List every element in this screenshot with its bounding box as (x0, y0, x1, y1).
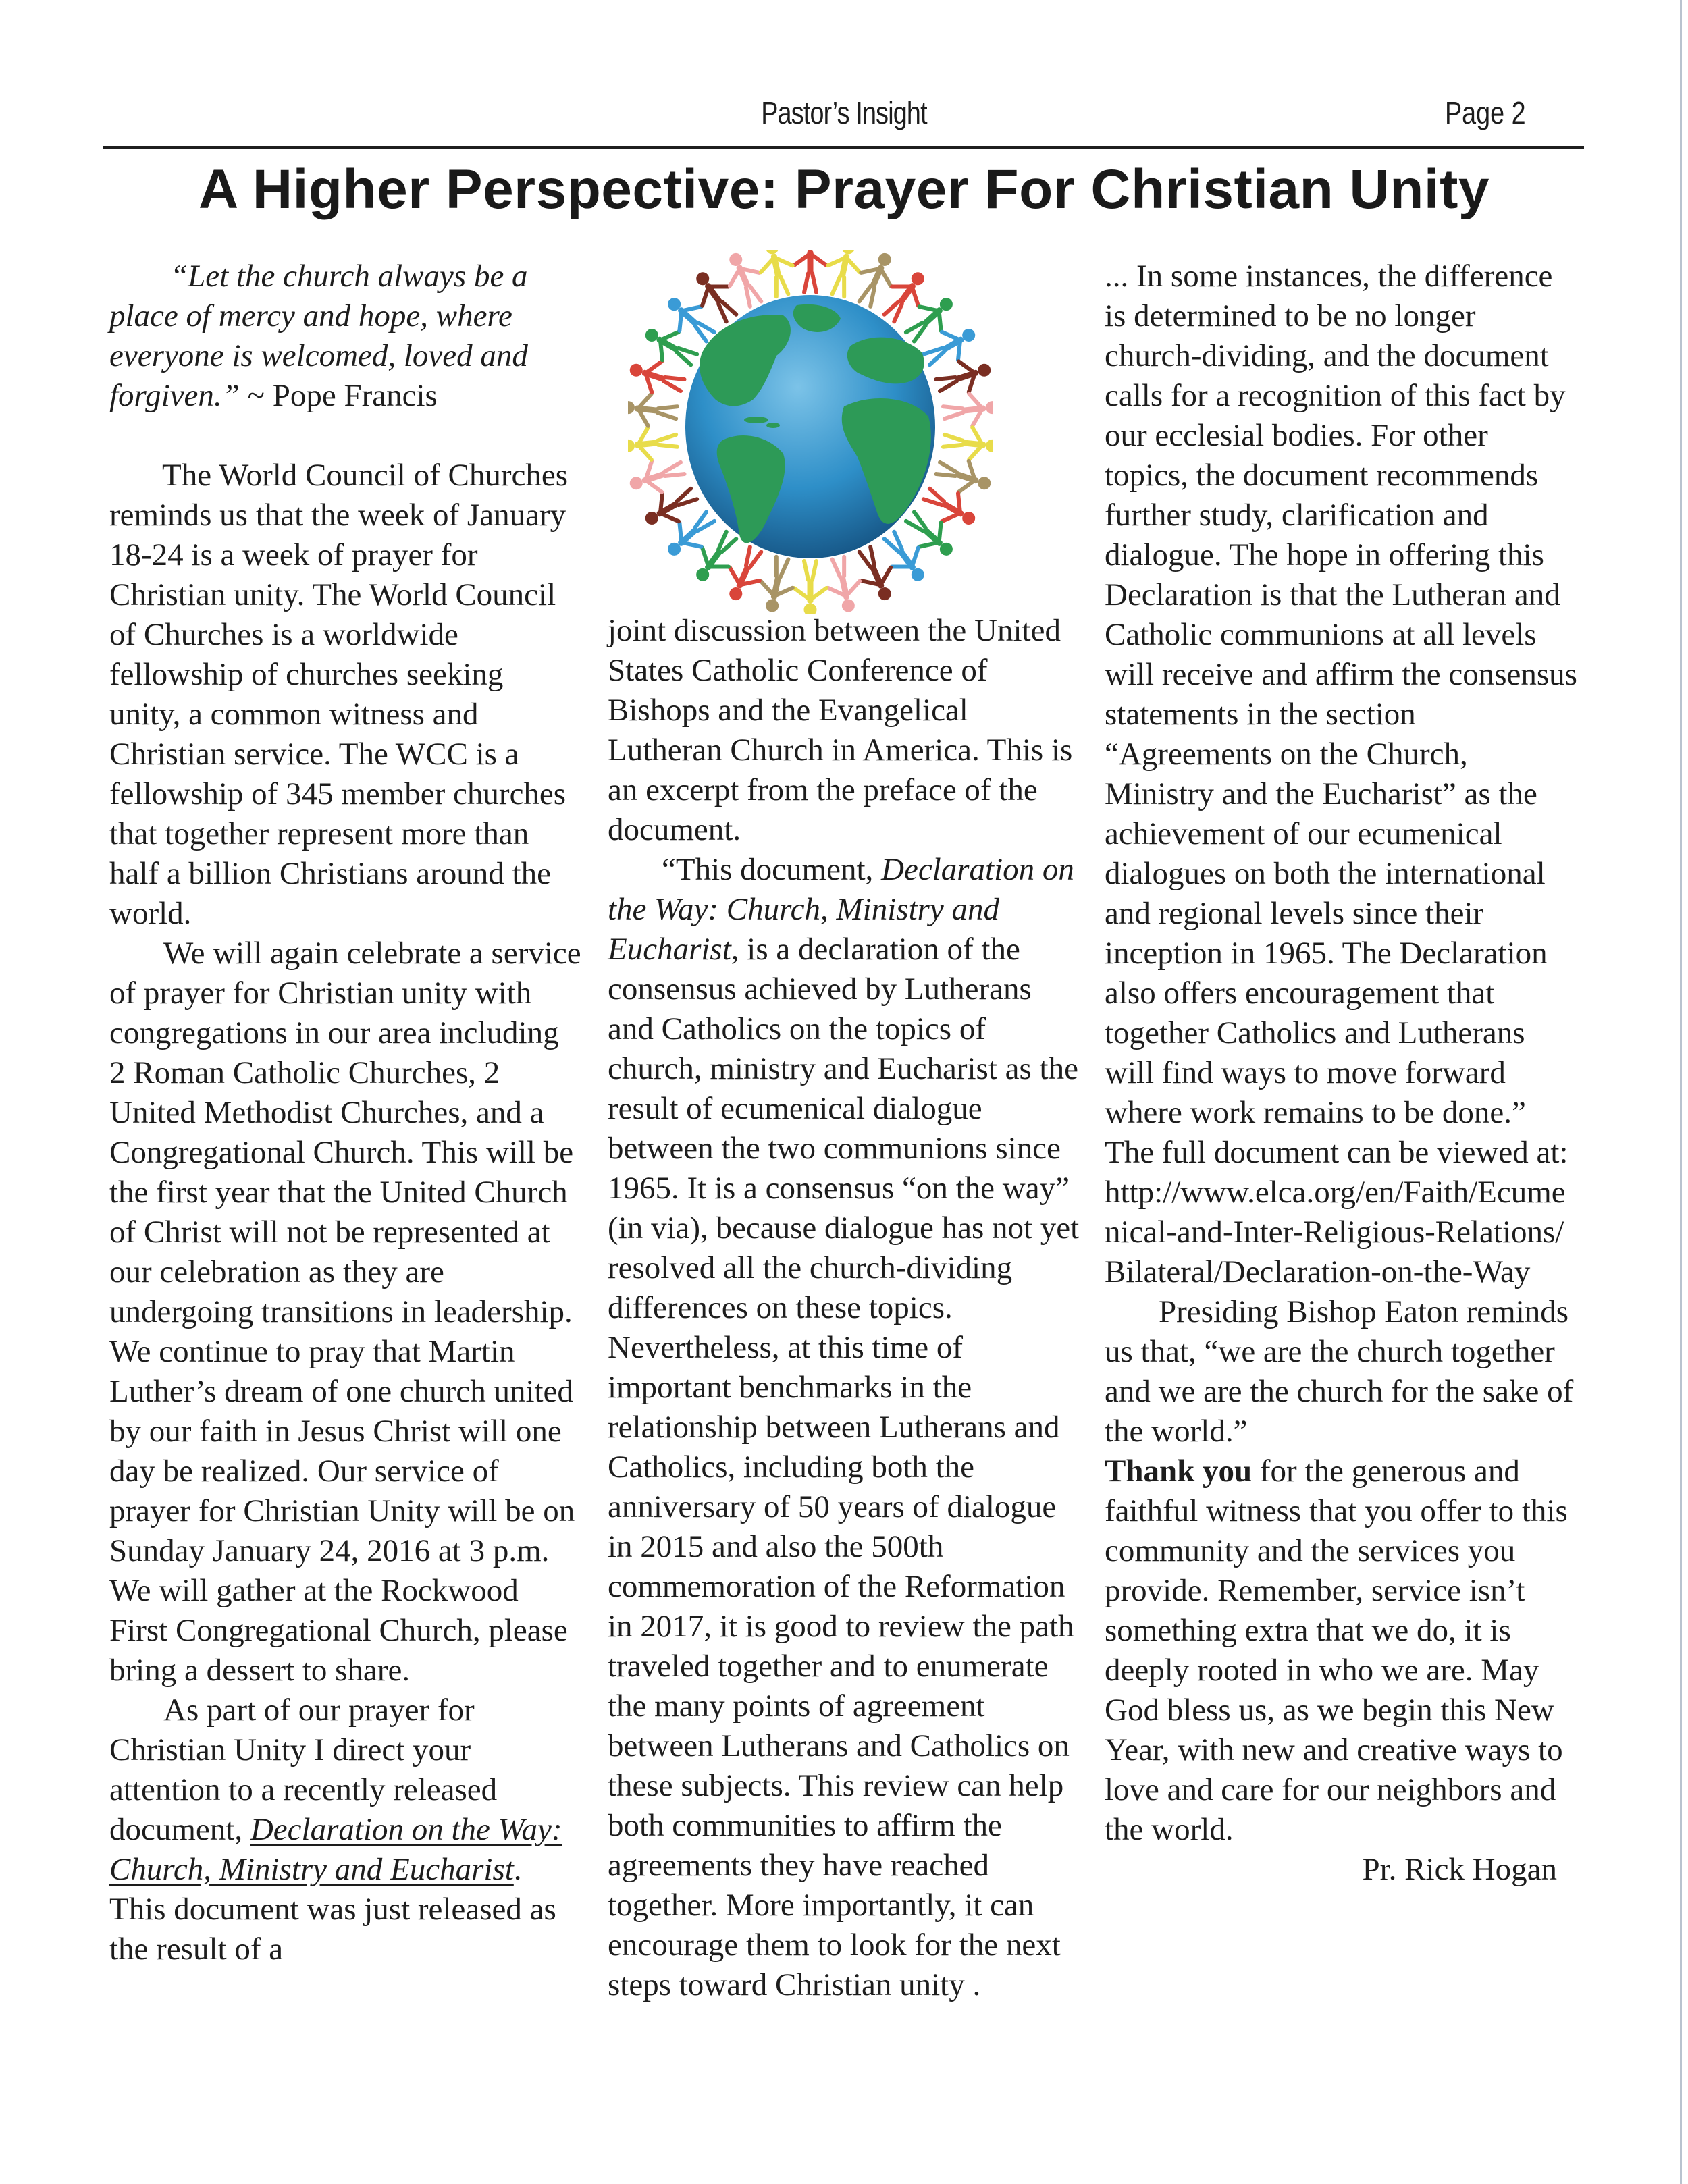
paragraph-excerpt (608, 850, 1080, 2005)
epigraph (109, 257, 582, 416)
paragraph-service: We will again celebrate a service of prayer for Christian unity with congregations in our area including 2 Roman Catholic Churches, 2 United Methodist Churches, and a Congregational Church. This will be the first year that the United Church of Christ will not be represented at our celebration as they are undergoing transitions in leadership. We continue to pray that Martin Luther’s dream of one church united by our faith in Jesus Christ will one day be realized. Our service of prayer for Christian Unity will be on Sunday January 24, 2016 at 3 p.m. We will gather at the Rockwood First Congregational Church, please bring a dessert to share. (109, 936, 581, 1688)
header-divider (103, 146, 1584, 149)
column-3 (1105, 257, 1577, 1890)
paragraph-excerpt-continued: ... In some instances, the difference is determined to be no longer church-dividing, and the document calls for a recognition of this fact by our ecclesial bodies. For other topics, the document recommends further study, clarification and dialogue. The hope in offering this Declaration is that the Lutheran and Catholic communions at all levels will receive and affirm the consensus statements in the section “Agreements on the Church, Ministry and the Eucharist” as the achievement of our ecumenical dialogues on both the international and regional levels since their inception in 1965. The Declaration also offers encouragement that together Catholics and Lutherans will find ways to move forward where work remains to be done.” (1105, 259, 1577, 1130)
paragraph-text: As part of our prayer for Christian Unity I direct your attention to a recently released document, (109, 1693, 498, 1847)
column-2 (608, 611, 1080, 2005)
scan-edge-line (1680, 0, 1682, 2184)
column-1 (109, 257, 582, 1969)
paragraph-text: “This document, (662, 852, 882, 887)
paragraph-bishop-eaton: Presiding Bishop Eaton reminds us that, “we are the church together and we are the church for the sake of the world.” (1105, 1294, 1574, 1449)
paragraph-wcc: The World Council of Churches reminds us that the week of January 18-24 is a week of prayer for Christian unity. The World Council of Churches is a worldwide fellowship of churches seeking unity, a common witness and Christian service. The WCC is a fellowship of 345 member churches that together represent more than half a billion Christians around the world. (109, 458, 569, 931)
epigraph-attribution: ~ Pope Francis (239, 378, 438, 413)
newsletter-title: Pastor’s Insight (761, 95, 927, 130)
author-signature: Pr. Rick Hogan (1362, 1852, 1557, 1887)
thank-you-emphasis: Thank you (1105, 1454, 1252, 1489)
paragraph-full-document: The full document can be viewed at: (1105, 1135, 1568, 1170)
globe-people-image (628, 250, 993, 614)
paragraph-joint-discussion: joint discussion between the United States Catholic Conference of Bishops and the Evangelical Lutheran Church in America. This is an excerpt from the preface of the document. (608, 613, 1073, 847)
paragraph-text: , is a declaration of the consensus achieved by Lutherans and Catholics on the topics of church, ministry and Eucharist as the result of ecumenical dialogue between the two communions since 1965. It is a consensus “on the way” (in via), because dialogue has not yet resolved all the church-dividing differences on these topics. Nevertheless, at this time of important benchmarks in the relationship between Lutherans and Catholics, including both the anniversary of 50 years of dialogue in 2015 and also the 500th commemoration of the Reformation in 2017, it is good to review the path traveled together and to enumerate the many points of agreement between Lutherans and Catholics on these subjects. This review can help both communities to affirm the agreements they have reached together. More importantly, it can encourage them to look for the next steps toward Christian unity . (608, 932, 1080, 2002)
paragraph-text: . This document was just released as the result of a (109, 1852, 556, 1967)
paragraph-text: for the generous and faithful witness that you offer to this community and the services you provide. Remember, service isn’t something extra that we do, it is deeply rooted in who we are. May God bless us, as we begin this New Year, with new and creative ways to love and care for our neighbors and the world. (1105, 1454, 1568, 1847)
paragraph-document (109, 1690, 582, 1969)
article-headline: A Higher Perspective: Prayer For Christian Unity (198, 159, 1490, 220)
epigraph-quote: “Let the church always be a place of mercy and hope, where everyone is welcomed, loved and forgiven.” (109, 259, 528, 413)
paragraph-thank-you (1105, 1451, 1577, 1850)
document-title-link[interactable]: Declaration on the Way: Church, Ministry and Eucharist (109, 1812, 562, 1887)
document-title: Declaration on the Way: Church, Ministry and Eucharist (608, 852, 1074, 967)
page-number: Page 2 (1445, 95, 1526, 130)
document-url-link[interactable]: http://www.elca.org/en/Faith/Ecumenical-and-Inter-Religious-Relations/Bilateral/Declaration-on-the-Way (1105, 1175, 1566, 1289)
globe-with-people-holding-hands-icon (628, 250, 993, 614)
